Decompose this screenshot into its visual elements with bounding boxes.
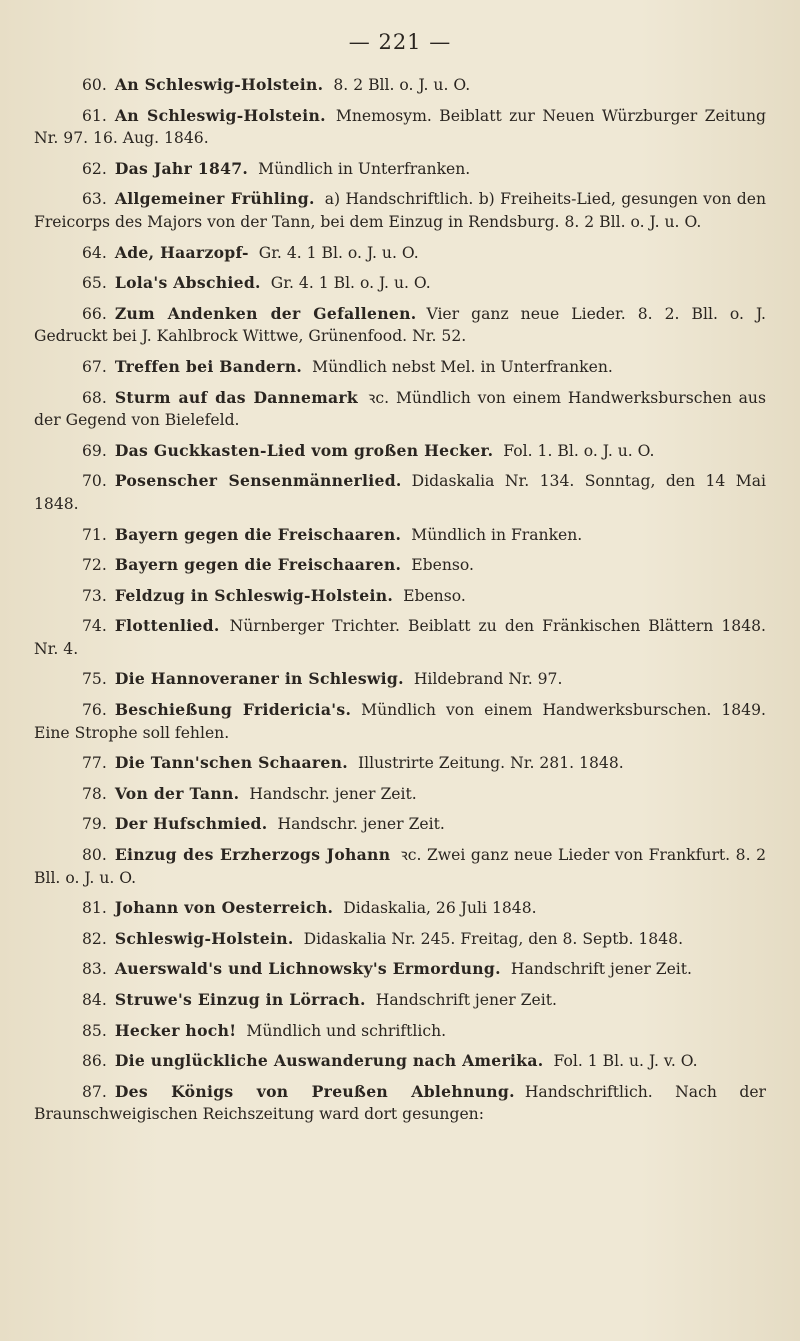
entry-number: 84.	[82, 991, 107, 1009]
entry-description: Illustrirte Zeitung. Nr. 281. 1848.	[357, 754, 624, 773]
entry-title: Hecker hoch!	[114, 1020, 237, 1040]
entry-title: Einzug des Erzherzogs Johann	[114, 845, 391, 865]
song-entry	[34, 813, 766, 836]
song-entry	[34, 989, 766, 1012]
entry-description: Didaskalia Nr. 245. Freitag, den 8. Septb. 1848.	[303, 929, 684, 948]
entry-description: Mündlich nebst Mel. in Unterfranken.	[312, 357, 613, 376]
entry-description: Mündlich und schriftlich.	[246, 1021, 447, 1040]
song-entry	[34, 783, 766, 806]
entry-description: Hildebrand Nr. 97.	[413, 670, 563, 689]
song-entry	[34, 958, 766, 981]
entry-number: 79.	[82, 815, 107, 834]
entry-description: Fol. 1. Bl. o. J. u. O.	[503, 441, 655, 460]
entry-title: Die Hannoveraner in Schleswig.	[114, 669, 404, 689]
song-entry	[34, 387, 766, 432]
entry-number: 68.	[82, 388, 107, 407]
entry-description: Ebenso.	[411, 556, 474, 575]
song-entry	[34, 752, 766, 775]
entry-number: 69.	[82, 441, 107, 460]
song-entry	[34, 554, 766, 577]
entry-description: Fol. 1 Bl. u. J. v. O.	[553, 1052, 698, 1071]
entry-description: Didaskalia Nr. 134. Sonntag, den 14 Mai 1848.	[34, 472, 766, 513]
song-entry	[34, 356, 766, 379]
entry-number: 61.	[82, 106, 107, 125]
song-entry	[34, 74, 766, 97]
entry-number: 64.	[82, 243, 107, 262]
entry-title: Das Guckkasten-Lied vom großen Hecker.	[114, 440, 494, 460]
song-entry	[34, 1081, 766, 1126]
entry-title: Von der Tann.	[114, 783, 240, 803]
entry-number: 73.	[82, 586, 107, 605]
entry-number: 62.	[82, 159, 107, 178]
entry-title: Das Jahr 1847.	[114, 158, 249, 178]
song-entry	[34, 105, 766, 150]
entry-number: 65.	[82, 274, 107, 293]
entry-description: Gr. 4. 1 Bl. o. J. u. O.	[258, 243, 419, 262]
entry-number: 76.	[82, 701, 107, 720]
entry-title: Allgemeiner Frühling.	[114, 189, 315, 209]
entry-title: An Schleswig-Holstein.	[114, 105, 326, 125]
entry-number: 86.	[82, 1052, 107, 1071]
entry-number: 85.	[82, 1021, 107, 1040]
entry-title: Die unglückliche Auswanderung nach Amerika.	[114, 1051, 544, 1071]
entry-number: 72.	[82, 556, 107, 575]
entry-title: Feldzug in Schleswig-Holstein.	[114, 585, 394, 605]
entry-description: Handschr. jener Zeit.	[249, 784, 417, 803]
entry-title: Lola's Abschied.	[114, 273, 261, 293]
entry-number: 87.	[82, 1082, 107, 1101]
entry-description: Vier ganz neue Lieder. 8. 2. Bll. o. J. Gedruckt bei J. Kahlbrock Wittwe, Grünenfood. Nr. 52.	[34, 304, 767, 346]
song-entry	[34, 303, 766, 348]
song-entry	[34, 668, 766, 691]
entry-number: 80.	[82, 846, 107, 865]
entry-description: Nürnberger Trichter. Beiblatt zu den Fränkischen Blättern 1848. Nr. 4.	[34, 617, 766, 658]
entry-number: 74.	[82, 617, 107, 636]
song-entry	[34, 524, 766, 547]
entry-description: 8. 2 Bll. o. J. u. O.	[333, 76, 471, 94]
song-entry	[34, 1020, 766, 1043]
entry-title: Bayern gegen die Freischaaren.	[114, 524, 402, 544]
entry-number: 60.	[82, 76, 107, 94]
entry-description: Mündlich in Franken.	[411, 525, 583, 544]
entry-title: Beschießung Fridericia's.	[114, 700, 352, 720]
entry-description: Handschr. jener Zeit.	[277, 815, 445, 834]
entry-title: Posenscher Sensenmännerlied.	[114, 471, 402, 491]
song-entry	[34, 158, 766, 181]
entry-number: 82.	[82, 929, 107, 948]
song-entry	[34, 844, 766, 889]
entry-description: Handschrift jener Zeit.	[375, 991, 557, 1009]
song-entry	[34, 585, 766, 608]
entry-description: Didaskalia, 26 Juli 1848.	[343, 899, 537, 918]
entry-number: 83.	[82, 960, 107, 979]
entry-title: Zum Andenken der Gefallenen.	[114, 303, 417, 323]
song-entry	[34, 928, 766, 951]
entry-description: Gr. 4. 1 Bl. o. J. u. O.	[270, 274, 431, 293]
song-entry	[34, 615, 766, 660]
song-entry	[34, 897, 766, 920]
entry-title: Treffen bei Bandern.	[114, 356, 303, 376]
entry-title: Die Tann'schen Schaaren.	[114, 753, 348, 773]
entry-title: Der Hufschmied.	[114, 814, 268, 834]
song-entry	[34, 272, 766, 295]
entry-description: a) Handschriftlich. b) Freiheits-Lied, gesungen von den Freicorps des Majors von der Tann, bei dem Einzug in Rendsburg. 8. 2 Bll. o. J. u. O.	[34, 190, 766, 231]
entry-title: Ade, Haarzopf-	[114, 242, 249, 262]
song-entry	[34, 470, 766, 515]
entry-title: Des Königs von Preußen Ablehnung.	[114, 1081, 515, 1101]
page-number: — 221 —	[348, 30, 452, 54]
song-entry	[34, 188, 766, 233]
song-entry-list	[34, 74, 766, 1126]
entry-number: 67.	[82, 357, 107, 376]
song-entry	[34, 699, 766, 744]
entry-number: 63.	[82, 190, 107, 209]
entry-title: Bayern gegen die Freischaaren.	[114, 555, 402, 575]
entry-number: 71.	[82, 525, 107, 544]
song-entry	[34, 440, 766, 463]
entry-title: Schleswig-Holstein.	[114, 928, 294, 948]
entry-title: Sturm auf das Dannemark	[114, 387, 359, 407]
entry-description: Handschriftlich. Nach der Braunschweigischen Reichszeitung ward dort gesungen:	[34, 1082, 767, 1124]
entry-title: Struwe's Einzug in Lörrach.	[114, 990, 366, 1009]
entry-description: Mnemosym. Beiblatt zur Neuen Würzburger Zeitung Nr. 97. 16. Aug. 1846.	[34, 106, 767, 148]
entry-description: ꝛc. Zwei ganz neue Lieder von Frankfurt. 8. 2 Bll. o. J. u. O.	[34, 846, 766, 887]
entry-number: 66.	[82, 304, 107, 323]
entry-description: Mündlich in Unterfranken.	[258, 159, 471, 178]
entry-number: 75.	[82, 670, 107, 689]
entry-title: Auerswald's und Lichnowsky's Ermordung.	[114, 959, 501, 979]
entry-title: Flottenlied.	[114, 616, 220, 636]
entry-description: ꝛc. Mündlich von einem Handwerksburschen aus der Gegend von Bielefeld.	[34, 388, 766, 430]
entry-title: Johann von Oesterreich.	[114, 898, 334, 918]
song-entry	[34, 1050, 766, 1073]
entry-title: An Schleswig-Holstein.	[114, 75, 324, 94]
entry-number: 78.	[82, 784, 107, 803]
song-entry	[34, 242, 766, 265]
entry-description: Handschrift jener Zeit.	[510, 960, 693, 979]
entry-number: 81.	[82, 899, 107, 918]
entry-description: Mündlich von einem Handwerksburschen. 1849. Eine Strophe soll fehlen.	[34, 701, 766, 742]
entry-number: 70.	[82, 472, 107, 491]
entry-description: Ebenso.	[403, 586, 466, 605]
entry-number: 77.	[82, 754, 107, 773]
